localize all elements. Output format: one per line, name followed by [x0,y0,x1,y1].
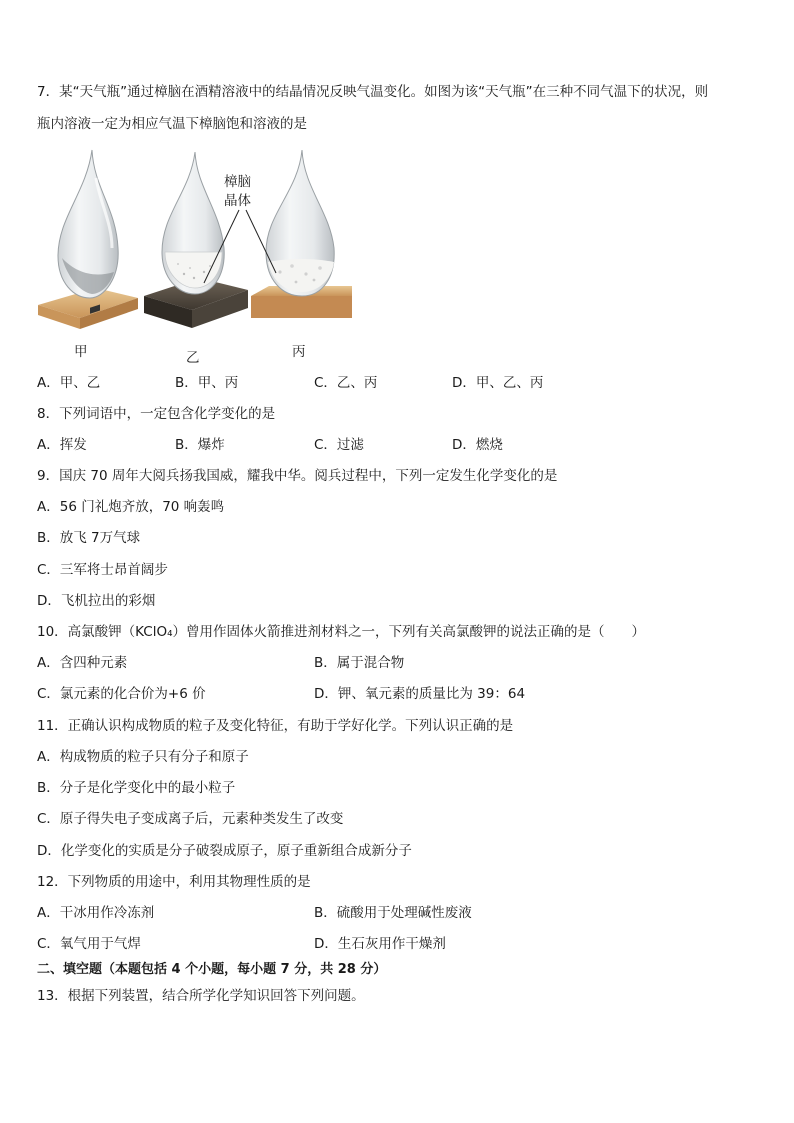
q12-option-c: C．氧气用于气焊 [37,936,141,952]
q13-stem: 13．根据下列装置，结合所学化学知识回答下列问题。 [37,988,365,1004]
bottle-label-jia: 甲 [74,344,88,360]
q10-option-d: D．钾、氧元素的质量比为 39：64 [314,686,526,702]
q12-option-a: A．干冰用作冷冻剂 [37,905,155,921]
q11-option-c: C．原子得失电子变成离子后，元素种类发生了改变 [37,811,344,827]
q9-option-b: B．放飞 7万气球 [37,530,141,546]
q7-stem-line2: 瓶内溶液一定为相应气温下樟脑饱和溶液的是 [37,116,307,132]
q9-stem: 9．国庆 70 周年大阅兵扬我国威，耀我中华。阅兵过程中，下列一定发生化学变化的是 [37,468,558,484]
q11-stem: 11．正确认识构成物质的粒子及变化特征，有助于学好化学。下列认识正确的是 [37,718,514,734]
q10-option-b: B．属于混合物 [314,655,405,671]
crystal-label-line1: 樟脑 [224,174,251,190]
bottle-jia [38,150,138,329]
bottle-label-yi: 乙 [186,350,200,366]
crystal-label-line2: 晶体 [224,193,251,209]
q7-option-d: D．甲、乙、丙 [452,375,544,391]
q12-stem: 12．下列物质的用途中，利用其物理性质的是 [37,874,311,890]
q8-option-d: D．燃烧 [452,437,503,453]
section-2-heading: 二、填空题（本题包括 4 个小题，每小题 7 分，共 28 分） [37,962,387,977]
q7-stem-line1: 7．某“天气瓶”通过樟脑在酒精溶液中的结晶情况反映气温变化。如图为该“天气瓶”在三种不同气温下的状况，则 [37,84,709,100]
q7-option-a: A．甲、乙 [37,375,101,391]
q9-option-c: C．三军将士昂首阔步 [37,562,168,578]
q11-option-b: B．分子是化学变化中的最小粒子 [37,780,236,796]
q12-option-d: D．生石灰用作干燥剂 [314,936,446,952]
q12-option-b: B．硫酸用于处理碱性废液 [314,905,472,921]
q8-option-c: C．过滤 [314,437,364,453]
q8-option-b: B．爆炸 [175,437,225,453]
bottle-label-bing: 丙 [292,344,306,360]
q9-option-d: D．飞机拉出的彩烟 [37,593,156,609]
q8-option-a: A．挥发 [37,437,87,453]
q7-figure [34,148,364,366]
q10-stem: 10．高氯酸钾（KClO₄）曾用作固体火箭推进剂材料之一，下列有关高氯酸钾的说法正确的是（ ） [37,624,646,640]
q7-option-b: B．甲、丙 [175,375,239,391]
q8-stem: 8．下列词语中，一定包含化学变化的是 [37,406,276,422]
q9-option-a: A．56 门礼炮齐放，70 响轰鸣 [37,499,225,515]
q10-option-c: C．氯元素的化合价为+6 价 [37,686,206,702]
bottle-bing [251,150,352,318]
weather-bottles-illustration [34,148,364,363]
q11-option-d: D．化学变化的实质是分子破裂成原子，原子重新组合成新分子 [37,843,412,859]
q7-option-c: C．乙、丙 [314,375,378,391]
q10-option-a: A．含四种元素 [37,655,128,671]
q11-option-a: A．构成物质的粒子只有分子和原子 [37,749,249,765]
